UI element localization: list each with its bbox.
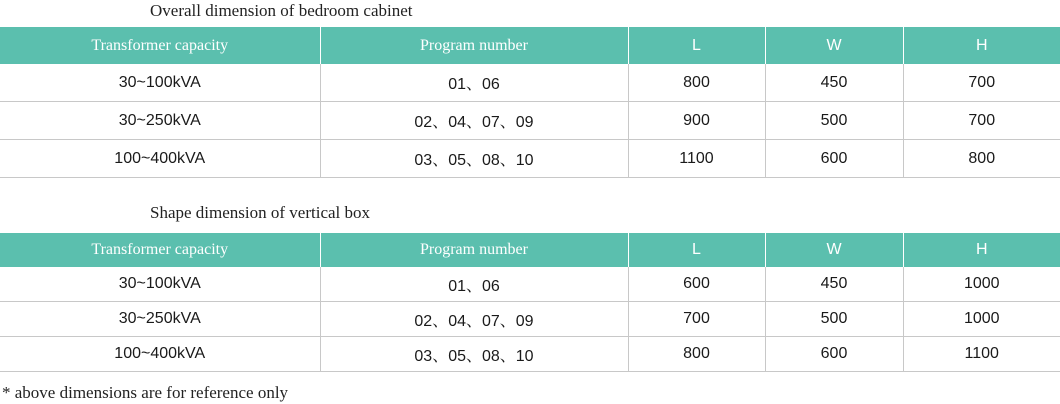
table-row bbox=[0, 102, 1060, 140]
cell-capacity: 100~400kVA bbox=[0, 140, 320, 178]
cell-program-number: 03、05、08、10 bbox=[320, 337, 628, 372]
header-program-number: Program number bbox=[320, 27, 628, 64]
cell-w: 500 bbox=[765, 302, 903, 337]
table-row bbox=[0, 64, 1060, 102]
cell-h: 1100 bbox=[903, 337, 1060, 372]
table-row bbox=[0, 140, 1060, 178]
header-l: L bbox=[628, 27, 765, 64]
vertical-box-table bbox=[0, 233, 1060, 372]
header-h: H bbox=[903, 233, 1060, 267]
cell-program-number: 02、04、07、09 bbox=[320, 102, 628, 140]
cell-l: 1100 bbox=[628, 140, 765, 178]
cell-h: 700 bbox=[903, 102, 1060, 140]
cell-l: 800 bbox=[628, 64, 765, 102]
table-row bbox=[0, 337, 1060, 372]
cell-l: 600 bbox=[628, 267, 765, 302]
header-w: W bbox=[765, 233, 903, 267]
cell-h: 700 bbox=[903, 64, 1060, 102]
cell-program-number: 03、05、08、10 bbox=[320, 140, 628, 178]
footnote: * above dimensions are for reference only bbox=[2, 383, 289, 402]
cell-w: 500 bbox=[765, 102, 903, 140]
header-w: W bbox=[765, 27, 903, 64]
header-h: H bbox=[903, 27, 1060, 64]
table-row bbox=[0, 267, 1060, 302]
cell-program-number: 01、06 bbox=[320, 64, 628, 102]
header-transformer-capacity: Transformer capacity bbox=[0, 233, 320, 267]
cell-capacity: 30~250kVA bbox=[0, 102, 320, 140]
table-header-row bbox=[0, 233, 1060, 267]
bedroom-cabinet-table bbox=[0, 27, 1060, 178]
cell-program-number: 02、04、07、09 bbox=[320, 302, 628, 337]
cell-w: 450 bbox=[765, 64, 903, 102]
cell-h: 800 bbox=[903, 140, 1060, 178]
cell-capacity: 30~250kVA bbox=[0, 302, 320, 337]
cell-program-number: 01、06 bbox=[320, 267, 628, 302]
cell-capacity: 30~100kVA bbox=[0, 267, 320, 302]
table-header-row bbox=[0, 27, 1060, 64]
cell-capacity: 30~100kVA bbox=[0, 64, 320, 102]
cell-l: 800 bbox=[628, 337, 765, 372]
header-l: L bbox=[628, 233, 765, 267]
cell-w: 450 bbox=[765, 267, 903, 302]
table-row bbox=[0, 302, 1060, 337]
cell-h: 1000 bbox=[903, 267, 1060, 302]
cell-w: 600 bbox=[765, 140, 903, 178]
header-program-number: Program number bbox=[320, 233, 628, 267]
cell-h: 1000 bbox=[903, 302, 1060, 337]
cell-l: 700 bbox=[628, 302, 765, 337]
table1-title: Overall dimension of bedroom cabinet bbox=[150, 1, 413, 20]
cell-capacity: 100~400kVA bbox=[0, 337, 320, 372]
cell-l: 900 bbox=[628, 102, 765, 140]
table2-title: Shape dimension of vertical box bbox=[150, 203, 371, 222]
cell-w: 600 bbox=[765, 337, 903, 372]
header-transformer-capacity: Transformer capacity bbox=[0, 27, 320, 64]
